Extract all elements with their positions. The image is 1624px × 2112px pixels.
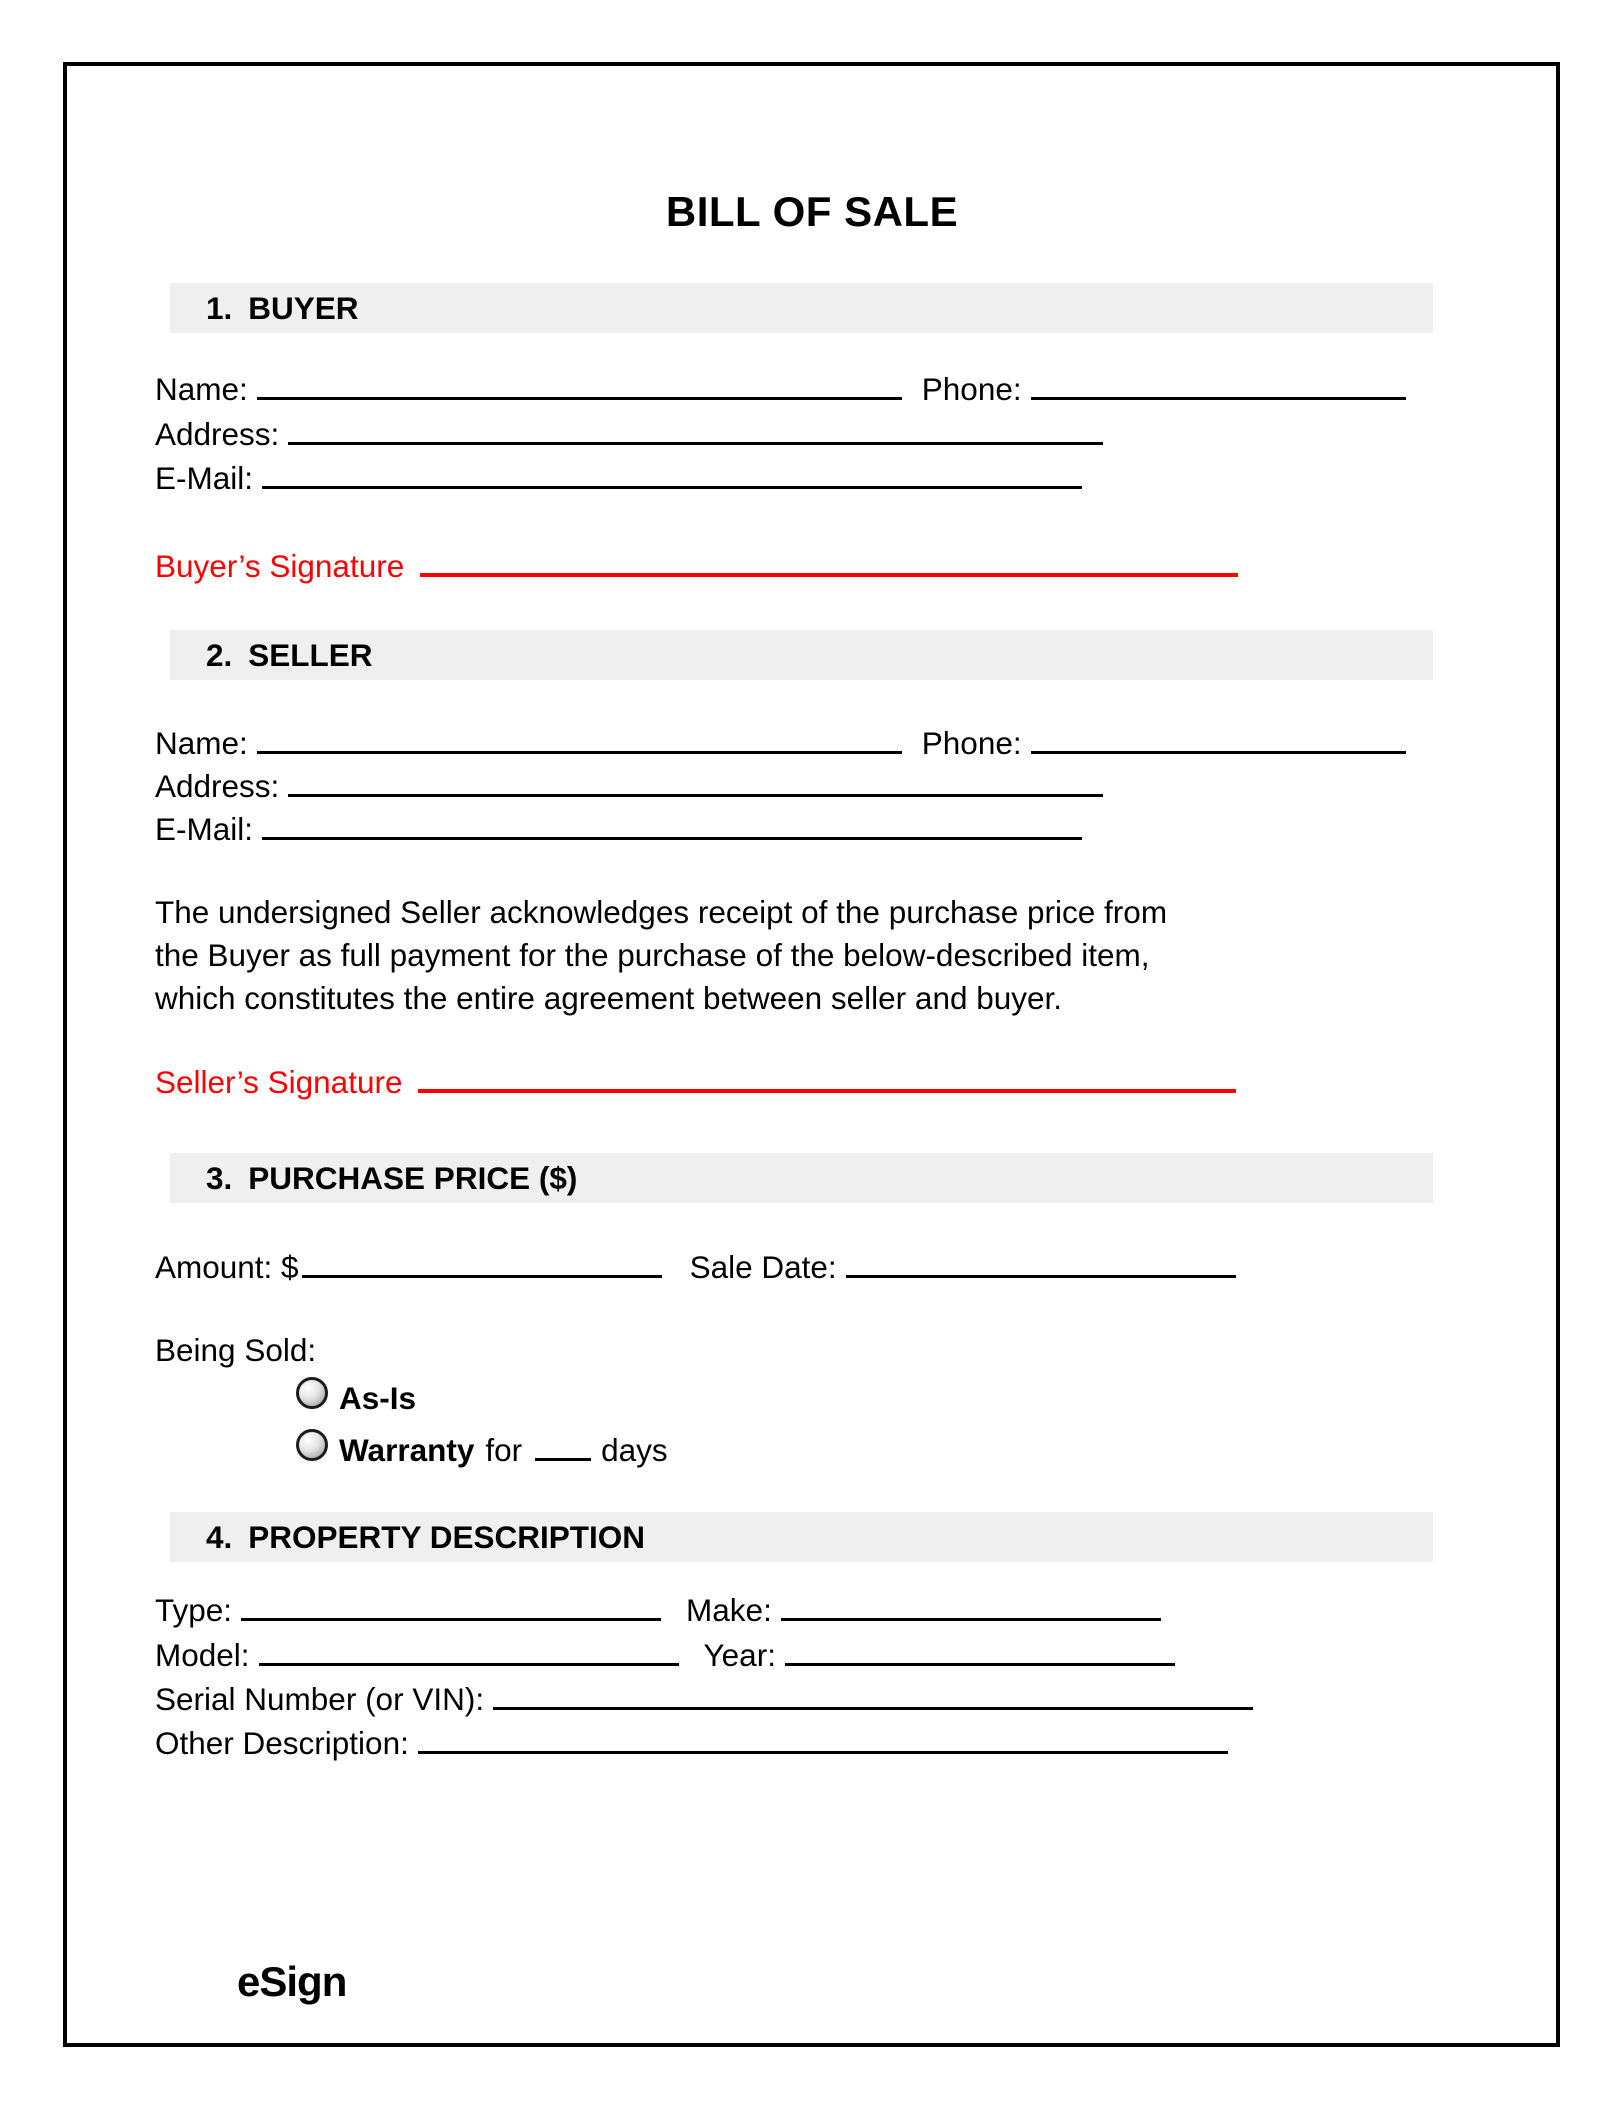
paragraph-line: the Buyer as full payment for the purchase of the below-described item, <box>155 937 1150 973</box>
section-label: PROPERTY DESCRIPTION <box>248 1518 646 1555</box>
section-header-property-description <box>170 1512 1433 1562</box>
buyer-phone-label: Phone: <box>921 371 1022 407</box>
seller-address-row <box>155 768 1103 804</box>
section-number: 4. <box>206 1518 233 1555</box>
buyer-address-blank-line[interactable] <box>288 442 1103 445</box>
buyer-address-row <box>155 416 1103 452</box>
amount-label: Amount: $ <box>155 1249 299 1285</box>
section-number: 1. <box>206 289 233 326</box>
warranty-days-text: days <box>601 1432 668 1468</box>
seller-phone-label: Phone: <box>921 725 1022 761</box>
section-label: BUYER <box>248 289 359 326</box>
warranty-for-text: for <box>485 1432 523 1468</box>
section-header-purchase-price <box>170 1153 1433 1203</box>
buyer-signature-row <box>155 548 1238 584</box>
warranty-days-blank-line[interactable] <box>535 1458 591 1461</box>
other-description-blank-line[interactable] <box>418 1751 1228 1754</box>
as-is-label: As-Is <box>339 1380 417 1416</box>
seller-signature-blank-line[interactable] <box>418 1089 1236 1093</box>
seller-acknowledgment-paragraph <box>155 891 1167 1020</box>
seller-name-blank-line[interactable] <box>257 751 902 754</box>
type-make-row <box>155 1592 1161 1628</box>
type-blank-line[interactable] <box>241 1618 661 1621</box>
model-blank-line[interactable] <box>259 1663 679 1666</box>
buyer-phone-blank-line[interactable] <box>1031 397 1406 400</box>
seller-signature-row <box>155 1064 1236 1100</box>
option-as-is <box>296 1377 416 1417</box>
section-header-seller <box>170 630 1433 680</box>
being-sold-label: Being Sold: <box>155 1332 317 1368</box>
section-number: 3. <box>206 1159 233 1196</box>
as-is-radio-button[interactable] <box>296 1377 328 1409</box>
warranty-label: Warranty <box>339 1432 475 1468</box>
seller-email-label: E-Mail: <box>155 811 254 847</box>
buyer-address-label: Address: <box>155 416 280 452</box>
being-sold-label-row <box>155 1332 316 1368</box>
esign-logo: eSign <box>237 1958 347 2005</box>
paragraph-line: The undersigned Seller acknowledges receipt of the purchase price from <box>155 894 1168 930</box>
model-year-row <box>155 1637 1175 1673</box>
other-description-row <box>155 1725 1228 1761</box>
model-label: Model: <box>155 1637 250 1673</box>
warranty-radio-button[interactable] <box>296 1429 328 1461</box>
buyer-signature-label: Buyer’s Signature <box>155 548 405 584</box>
seller-email-blank-line[interactable] <box>262 837 1082 840</box>
buyer-email-label: E-Mail: <box>155 460 254 496</box>
seller-address-label: Address: <box>155 768 280 804</box>
amount-blank-line[interactable] <box>302 1275 662 1278</box>
sale-date-blank-line[interactable] <box>846 1275 1236 1278</box>
buyer-name-row <box>155 371 1406 407</box>
year-label: Year: <box>703 1637 776 1673</box>
buyer-email-row <box>155 460 1082 496</box>
buyer-email-blank-line[interactable] <box>262 486 1082 489</box>
serial-number-blank-line[interactable] <box>493 1707 1253 1710</box>
seller-email-row <box>155 811 1082 847</box>
paragraph-line: which constitutes the entire agreement between seller and buyer. <box>155 980 1063 1016</box>
buyer-signature-blank-line[interactable] <box>420 573 1238 577</box>
other-description-label: Other Description: <box>155 1725 409 1761</box>
seller-address-blank-line[interactable] <box>288 794 1103 797</box>
seller-phone-blank-line[interactable] <box>1031 751 1406 754</box>
section-number: 2. <box>206 636 233 673</box>
section-label: SELLER <box>248 636 373 673</box>
section-header-buyer <box>170 283 1433 333</box>
buyer-name-label: Name: <box>155 371 248 407</box>
sale-date-label: Sale Date: <box>689 1249 837 1285</box>
serial-number-label: Serial Number (or VIN): <box>155 1681 485 1717</box>
seller-signature-label: Seller’s Signature <box>155 1064 403 1100</box>
amount-row <box>155 1249 1236 1285</box>
buyer-name-blank-line[interactable] <box>257 397 902 400</box>
option-warranty <box>296 1429 668 1469</box>
make-label: Make: <box>686 1592 772 1628</box>
section-label: PURCHASE PRICE ($) <box>248 1159 578 1196</box>
type-label: Type: <box>155 1592 233 1628</box>
seller-name-row <box>155 725 1406 761</box>
seller-name-label: Name: <box>155 725 248 761</box>
serial-number-row <box>155 1681 1253 1717</box>
make-blank-line[interactable] <box>781 1618 1161 1621</box>
document-title: BILL OF SALE <box>665 188 959 235</box>
year-blank-line[interactable] <box>785 1663 1175 1666</box>
